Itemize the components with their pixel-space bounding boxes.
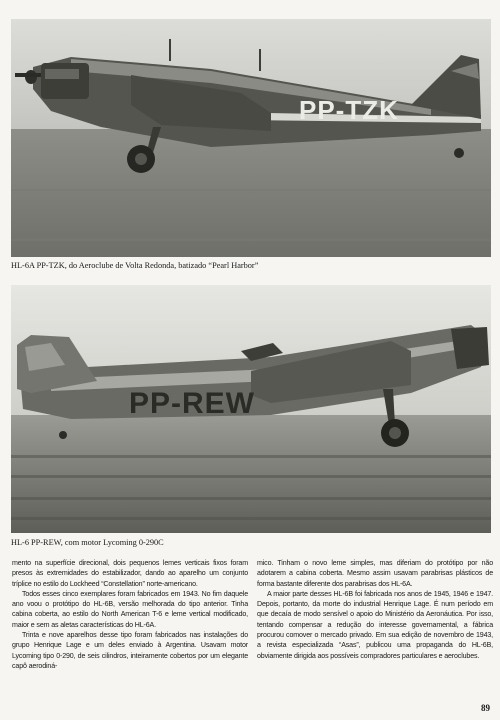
page-number: 89 [481,703,490,713]
photo-hl6a-pp-tzk [11,19,491,257]
photo-caption-1: HL-6A PP-TZK, do Aeroclube de Volta Redonda, batizado “Pearl Harbor” [11,261,259,270]
article-column-left [12,558,248,671]
paragraph: mico. Tinham o novo leme simples, mas diferiam do protótipo por não adotarem a cabina coberta. Mesmo assim usavam parabrisas plásticos de forma bastante diferente dos parabrisas dos HL-6A. [257,559,493,588]
registration-text: PP-TZK [299,95,399,125]
registration-text: PP-REW [129,387,255,420]
aircraft-photo-2 [11,285,491,533]
aircraft-photo-1 [11,19,491,257]
paragraph: A maior parte desses HL-6B foi fabricada nos anos de 1945, 1946 e 1947. Depois, portanto, da morte do industrial Henrique Lage. É num período em que decaía de modo sensível o apoio do Ministério da Aeronáutica. Por isso, tentando compensar a redução do interesse governamental, a fábrica procurou comover o mercado privado. Em sua edição de novembro de 1943, a revista especializada “Asas”, publicou uma propaganda do HL-6B, obviamente dirigida aos possíveis compradores particulares e aeroclubes. [257,589,493,660]
paragraph: Trinta e nove aparelhos desse tipo foram fabricados nas instalações do grupo Henrique Lage e um deles enviado à Argentina. Usavam motor Lycoming tipo 0-290, de seis cilindros, inteiramente cobertos por um elegante capô aerodiná- [12,631,248,670]
photo-hl6-pp-rew [11,285,491,533]
photo-caption-2: HL-6 PP-REW, com motor Lycoming 0-290C [11,538,164,547]
paragraph: Todos esses cinco exemplares foram fabricados em 1943. No fim daquele ano voou o protótipo do HL-6B, versão melhorada do tipo anterior. Tinha cabina coberta, ao estilo do North American T-6 e leme vertical modificado, maior e sem as aletas características do HL-6A. [12,589,248,629]
article-column-right [257,558,493,661]
paragraph: mento na superfície direcional, dois pequenos lemes verticais fixos foram presos às extremidades do estabilizador, dando ao aparelho um conjunto tríplice no estilo do Lockheed “Constellation” norte-americano. [12,559,248,588]
